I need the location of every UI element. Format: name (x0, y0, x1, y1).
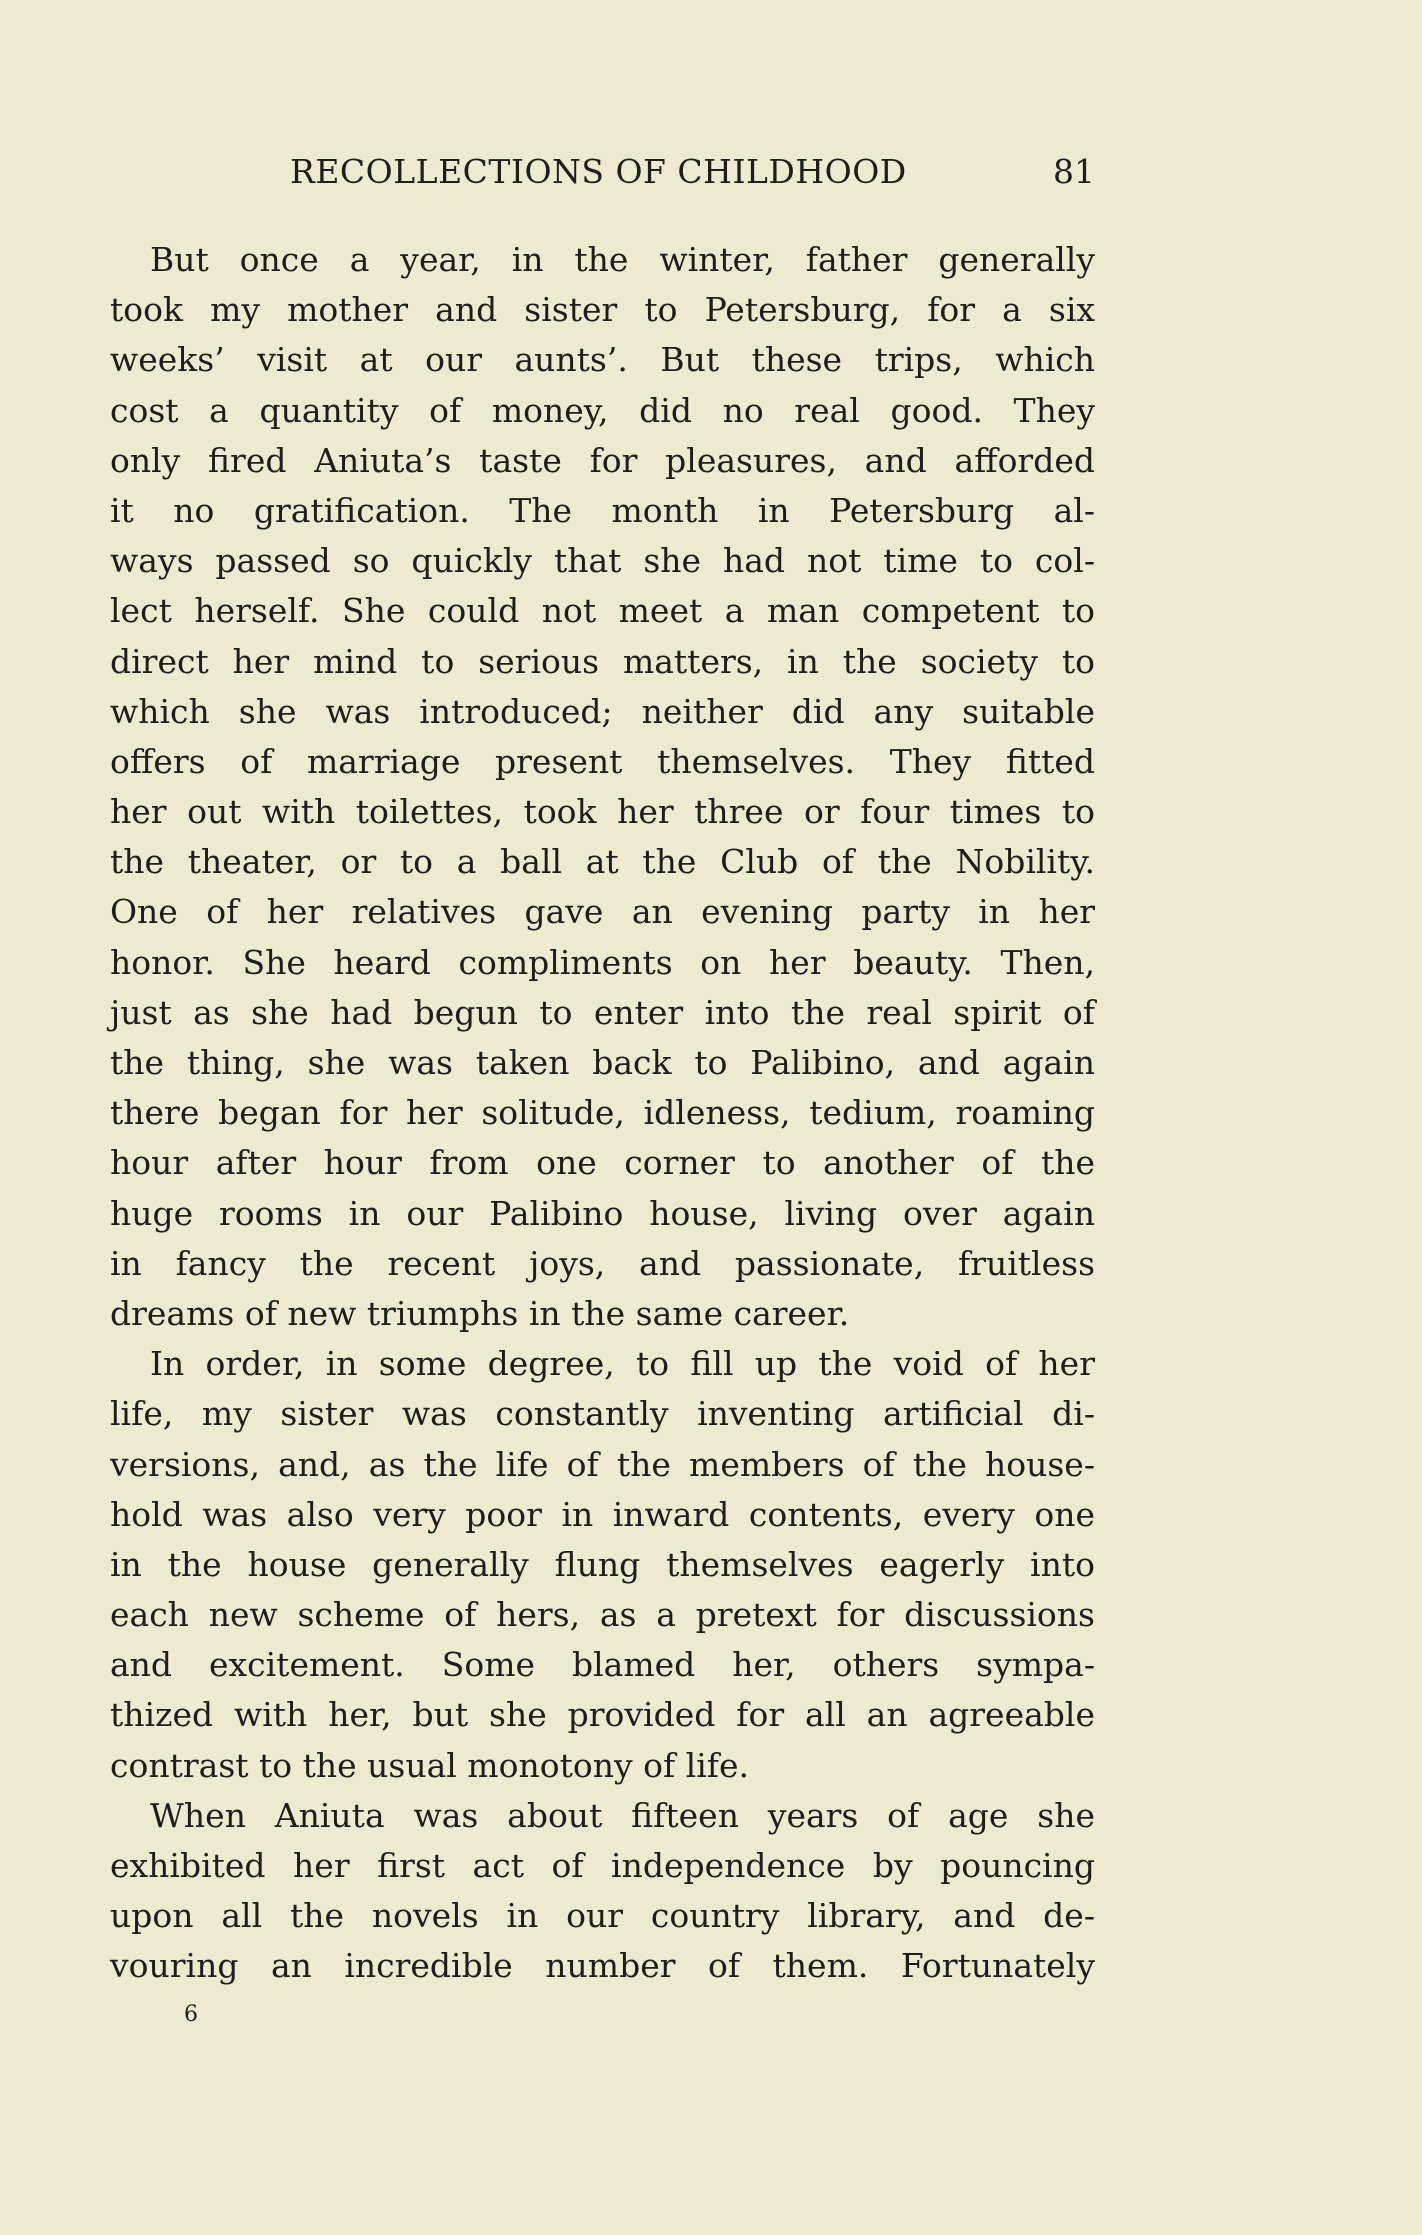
paragraph-3 (110, 1791, 1095, 1992)
text-line: offers of marriage present themselves. They fitted (110, 741, 1095, 781)
text-line: upon all the novels in our country library, and de- (110, 1896, 1095, 1936)
running-head: RECOLLECTIONS OF CHILDHOOD (290, 152, 907, 191)
text-line: in fancy the recent joys, and passionate, fruitless (110, 1243, 1095, 1283)
text-line: huge rooms in our Palibino house, living over again (110, 1193, 1095, 1233)
text-line: weeks’ visit at our aunts’. But these trips, which (110, 340, 1095, 380)
text-line: hold was also very poor in inward contents, every one (110, 1494, 1095, 1534)
text-line: there began for her solitude, idleness, tedium, roaming (110, 1093, 1095, 1133)
text-line: thized with her, but she provided for all an agreeable (110, 1695, 1095, 1735)
text-line: versions, and, as the life of the members of the house- (110, 1444, 1095, 1484)
text-line: In order, in some degree, to fill up the void of her (150, 1344, 1095, 1384)
paragraph-1 (110, 235, 1095, 1339)
text-line: only fired Aniuta’s taste for pleasures, and afforded (110, 440, 1095, 480)
text-line: honor. She heard compliments on her beauty. Then, (110, 942, 1095, 982)
page-header (110, 152, 1095, 198)
text-line: contrast to the usual monotony of life. (110, 1745, 750, 1785)
text-line: cost a quantity of money, did no real good. They (110, 390, 1095, 430)
text-line: One of her relatives gave an evening party in her (110, 892, 1095, 932)
text-line: just as she had begun to enter into the real spirit of (110, 992, 1095, 1032)
body-text (110, 235, 1095, 1992)
text-line: it no gratification. The month in Petersburg al- (110, 490, 1095, 530)
text-line: took my mother and sister to Petersburg, for a six (110, 290, 1095, 330)
text-line: vouring an incredible number of them. Fortunately (110, 1946, 1095, 1986)
text-line: When Aniuta was about fifteen years of age she (150, 1795, 1095, 1835)
page-number: 81 (1053, 152, 1095, 191)
text-line: in the house generally flung themselves eagerly into (110, 1544, 1095, 1584)
text-line: each new scheme of hers, as a pretext for discussions (110, 1595, 1095, 1635)
text-line: her out with toilettes, took her three or four times to (110, 792, 1095, 832)
text-line: and excitement. Some blamed her, others sympa- (110, 1645, 1095, 1685)
text-line: the theater, or to a ball at the Club of the Nobility. (110, 842, 1095, 882)
signature-mark: 6 (184, 2002, 198, 2027)
text-line: which she was introduced; neither did any suitable (110, 691, 1095, 731)
text-line: the thing, she was taken back to Palibino, and again (110, 1043, 1095, 1082)
text-line: life, my sister was constantly inventing artificial di- (110, 1394, 1095, 1434)
text-line: But once a year, in the winter, father generally (150, 240, 1095, 279)
paragraph-2 (110, 1339, 1095, 1791)
text-line: dreams of new triumphs in the same career. (110, 1293, 850, 1333)
text-line: hour after hour from one corner to another of the (110, 1143, 1095, 1183)
text-line: exhibited her first act of independence by pouncing (110, 1846, 1095, 1885)
text-line: direct her mind to serious matters, in the society to (110, 641, 1095, 681)
text-line: ways passed so quickly that she had not time to col- (110, 541, 1095, 581)
text-line: lect herself. She could not meet a man competent to (110, 591, 1095, 631)
